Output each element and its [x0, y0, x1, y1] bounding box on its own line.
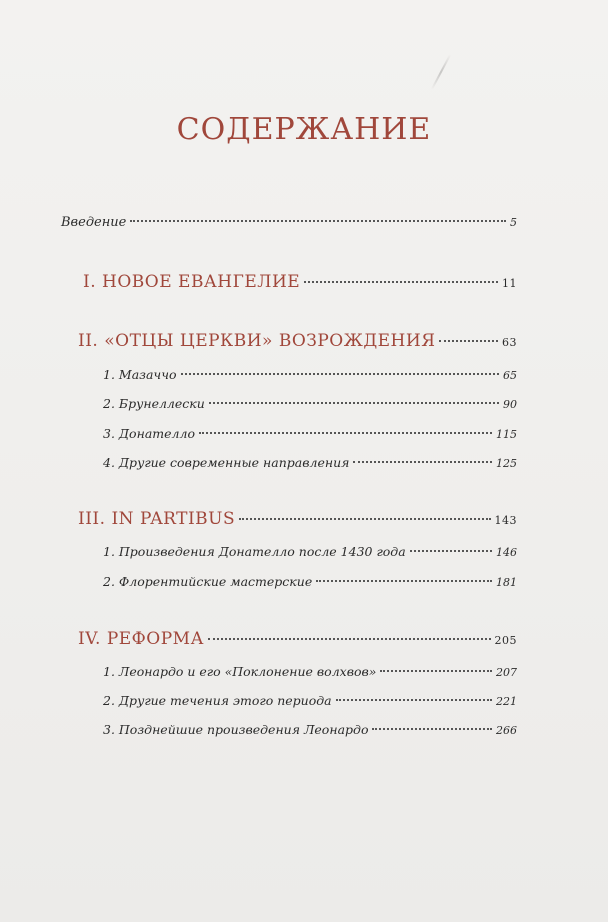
toc-subentry-label: 2. Брунеллески: [103, 396, 205, 411]
toc-subentry-label: 1. Произведения Донателло после 1430 года: [103, 544, 406, 559]
dot-leader: [199, 432, 492, 434]
dot-leader: [316, 580, 492, 582]
toc-subentry[interactable]: [103, 722, 517, 737]
toc-subentry[interactable]: [103, 396, 517, 411]
toc-page-number: 207: [496, 666, 517, 679]
toc-page-number: 266: [496, 724, 517, 737]
toc-part-1[interactable]: [83, 272, 517, 292]
toc-subentry-label: 1. Леонардо и его «Поклонение волхвов»: [103, 664, 377, 679]
dot-leader: [181, 373, 500, 375]
toc-page-number: 146: [496, 546, 517, 559]
toc-page-number: 205: [494, 634, 517, 647]
dot-leader: [239, 518, 490, 520]
toc-entry-intro[interactable]: [61, 215, 517, 230]
toc-subentry[interactable]: [103, 367, 517, 382]
toc-subentry[interactable]: [103, 544, 517, 559]
toc-page-number: 221: [496, 695, 517, 708]
toc-subentry-label: 2. Другие течения этого периода: [103, 693, 332, 708]
toc-subentry-label: 4. Другие современные направления: [103, 455, 350, 470]
toc-part-label: II. «ОТЦЫ ЦЕРКВИ» ВОЗРОЖДЕНИЯ: [78, 331, 436, 351]
toc-subentry[interactable]: [103, 455, 517, 470]
toc-part-label: III. IN PARTIBUS: [78, 509, 236, 529]
dot-leader: [209, 402, 499, 404]
toc-entry-label: Введение: [61, 215, 127, 230]
dot-leader: [372, 728, 492, 730]
dot-leader: [439, 340, 498, 342]
page-title: СОДЕРЖАНИЕ: [176, 112, 432, 147]
toc-page-number: 125: [496, 457, 517, 470]
toc-subentry-label: 3. Донателло: [103, 426, 195, 441]
toc-subentry[interactable]: [103, 664, 517, 679]
dot-leader: [353, 461, 492, 463]
toc-page-number: 65: [503, 369, 517, 382]
toc-page-number: 11: [502, 277, 517, 290]
toc-part-2[interactable]: [78, 331, 517, 351]
toc-subentry-label: 1. Мазаччо: [103, 367, 177, 382]
toc-page-number: 63: [502, 336, 517, 349]
dot-leader: [304, 281, 498, 283]
dot-leader: [410, 550, 492, 552]
dot-leader: [380, 670, 492, 672]
toc-part-label: IV. РЕФОРМА: [78, 629, 204, 649]
toc-subentry[interactable]: [103, 693, 517, 708]
toc-page-number: 143: [494, 514, 517, 527]
dot-leader: [130, 220, 506, 222]
toc-subentry[interactable]: [103, 426, 517, 441]
toc-page-number: 90: [503, 398, 517, 411]
toc-page-number: 5: [510, 216, 517, 229]
dot-leader: [208, 638, 491, 640]
toc-subentry[interactable]: [103, 574, 517, 589]
toc-part-3[interactable]: [78, 509, 517, 529]
toc-page-number: 115: [496, 428, 517, 441]
toc-part-label: I. НОВОЕ ЕВАНГЕЛИЕ: [83, 272, 301, 292]
toc-part-4[interactable]: [78, 629, 517, 649]
toc-subentry-label: 3. Позднейшие произведения Леонардо: [103, 722, 369, 737]
dot-leader: [336, 699, 492, 701]
paper-scratch: [431, 54, 452, 90]
toc-subentry-label: 2. Флорентийские мастерские: [103, 574, 313, 589]
toc-page-number: 181: [496, 576, 517, 589]
